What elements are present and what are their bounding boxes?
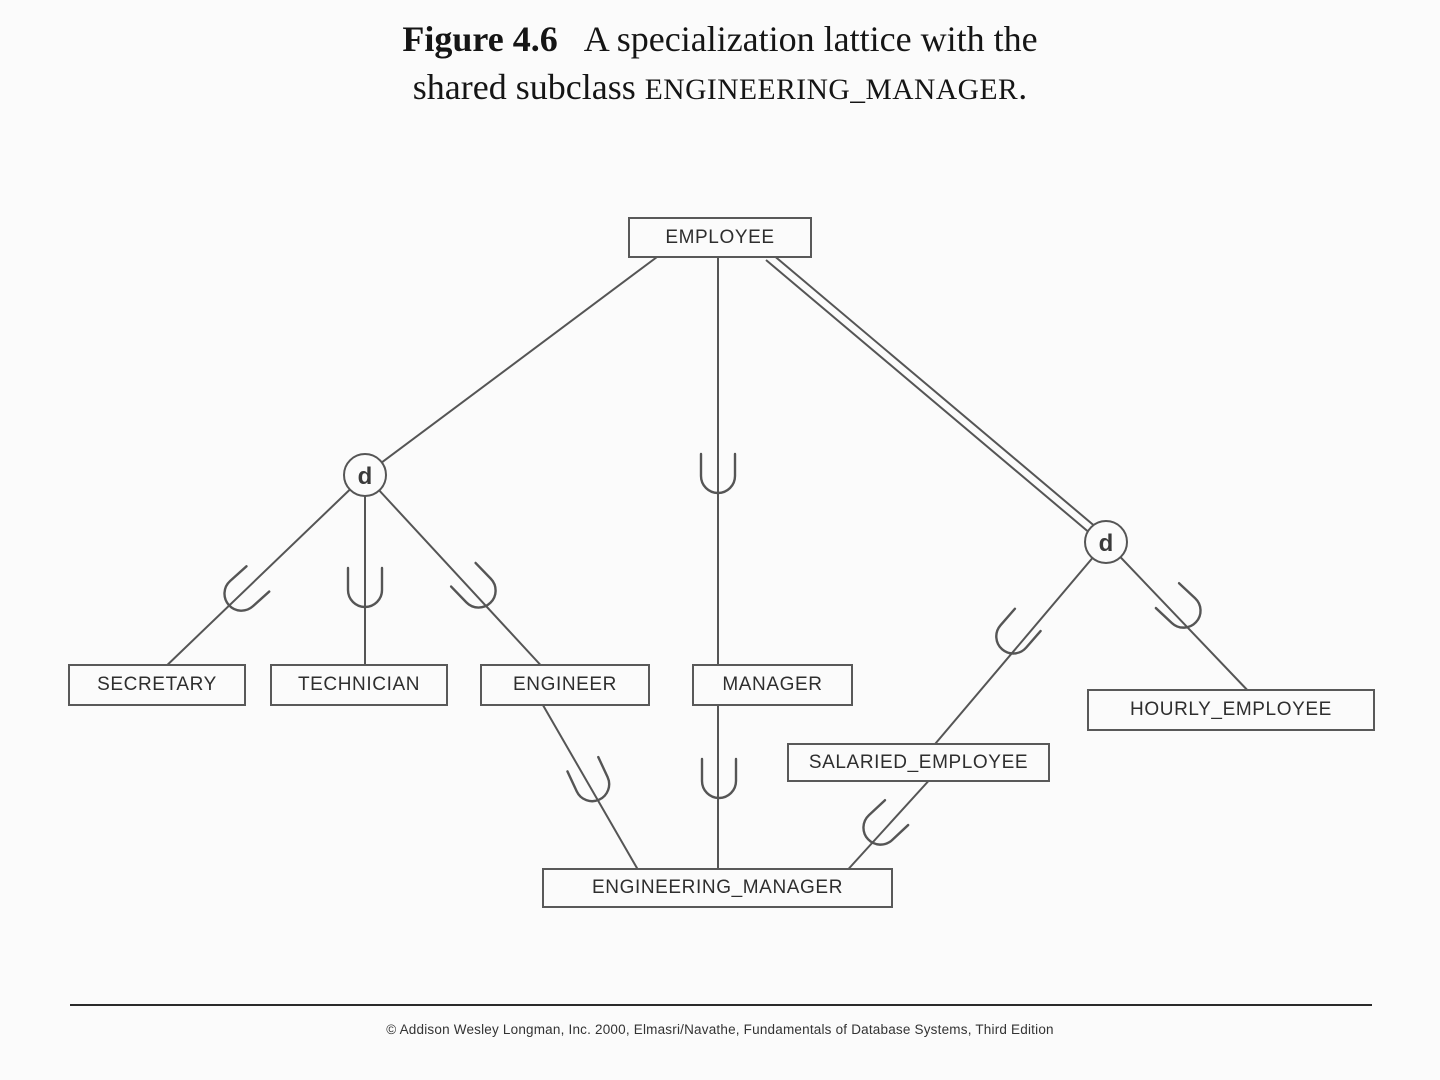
entity-manager-label: MANAGER [722,674,823,695]
caption-subtitle-prefix: shared subclass [412,66,645,107]
subset-symbol-salaried [989,609,1040,661]
subset-symbol-engmgr-from-salaried [856,800,908,851]
entity-employee [628,217,812,258]
entity-secretary [68,664,246,706]
caption-entity-name: ENGINEERING_MANAGER [644,73,1019,106]
entity-manager [692,664,853,706]
link-leftd-engineer [365,475,547,672]
link-employee-left-d [365,257,657,475]
entity-engineering-manager-label: ENGINEERING_MANAGER [591,877,844,898]
link-rightd-hourly [1106,542,1252,695]
disjoint-label-right: d [1098,530,1114,557]
copyright-text: © Addison Wesley Longman, Inc. 2000, Elmasri/Navathe, Fundamentals of Database Systems, Third Edition [386,1022,1054,1037]
entity-technician [270,664,448,706]
link-leftd-secretary [160,475,365,672]
entity-secretary-label: SECRETARY [97,674,217,695]
entity-employee-label: EMPLOYEE [665,226,775,248]
subset-symbol-hourly [1156,583,1208,634]
caption-text: A specialization lattice with the [583,19,1038,59]
link-employee-right-d-inner [772,254,1110,539]
entity-hourly-employee [1087,689,1375,731]
entity-salaried-employee [787,743,1050,782]
entity-hourly-employee-label: HOURLY_EMPLOYEE [1130,699,1332,720]
entity-salaried-employee-label: SALARIED_EMPLOYEE [808,751,1029,773]
disjoint-label-left: d [357,463,373,490]
link-rightd-salaried [930,542,1106,750]
subset-symbol-engineer [451,563,503,615]
link-employee-right-d-outer [766,260,1104,545]
entity-technician-label: TECHNICIAN [297,674,421,695]
subset-symbol-engmgr-from-engineer [567,757,614,807]
entity-engineer [480,664,650,706]
entity-engineering-manager [542,868,893,908]
link-salaried-engmgr [843,776,933,875]
caption-period: . [1018,66,1028,107]
figure-number: Figure 4.6 [402,19,558,59]
link-engineer-engmgr [540,700,641,875]
footer-divider [70,1004,1372,1006]
entity-engineer-label: ENGINEER [512,674,618,695]
